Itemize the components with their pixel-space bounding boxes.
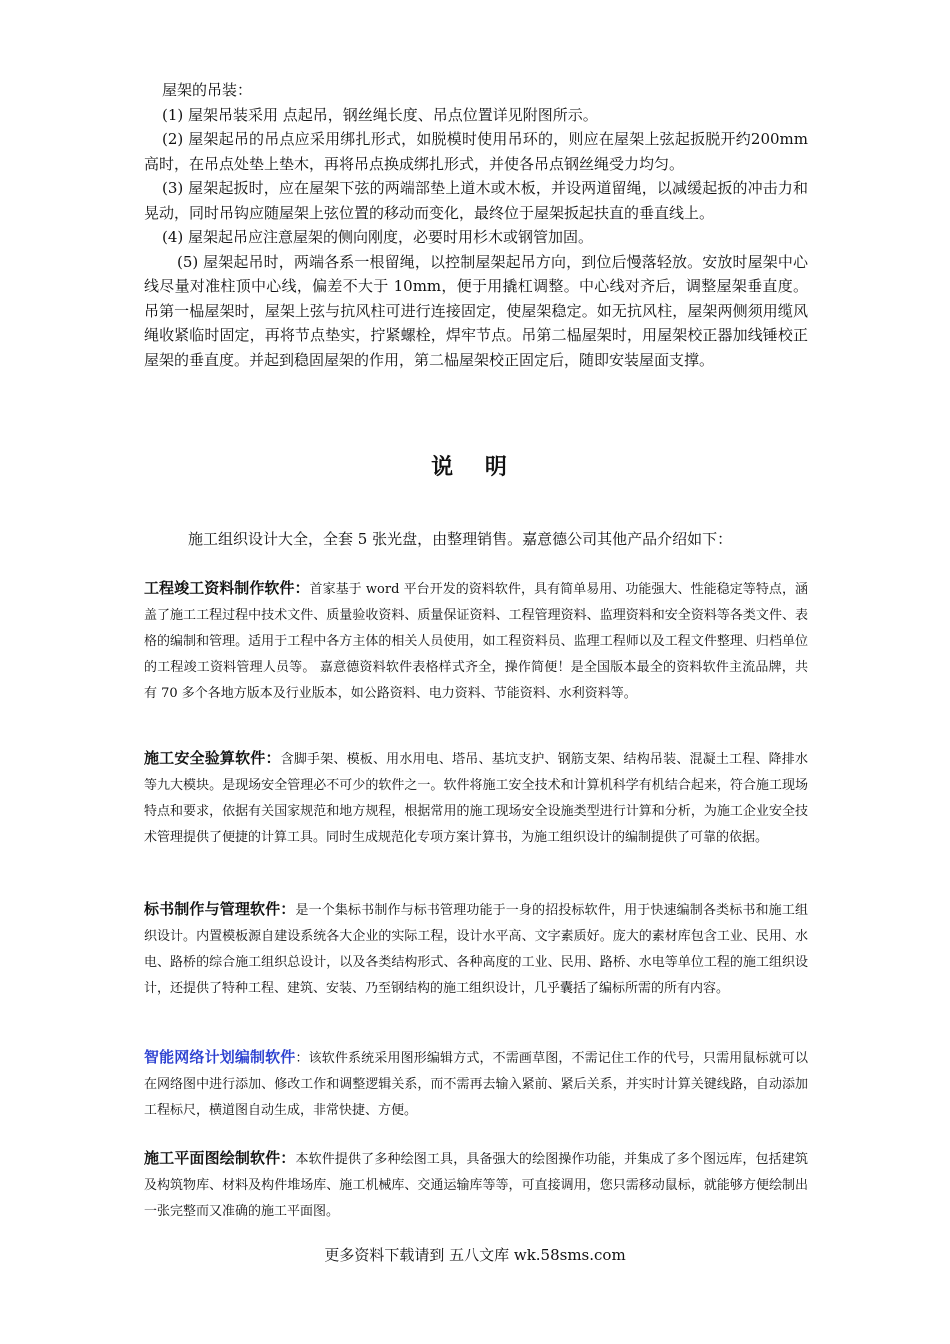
product-entry-site-plan — [144, 1145, 808, 1225]
hoisting-item-3: (3) 屋架起扳时，应在屋架下弦的两端部垫上道木或木板，并设两道留绳，以减缓起扳的冲击力和晃动，同时吊钩应随屋架上弦位置的移动而变化，最终位于屋架扳起扶直的垂直线上。 — [144, 179, 808, 222]
product-name: 施工安全验算软件： — [144, 749, 281, 767]
hoisting-item-1: (1) 屋架吊装采用 点起吊，钢丝绳长度、吊点位置详见附图所示。 — [162, 105, 598, 124]
product-name: 施工平面图绘制软件： — [144, 1149, 296, 1167]
product-description: 首家基于 word 平台开发的资料软件，具有简单易用、功能强大、性能稳定等特点，涵盖了施工工程过程中技术文件、质量验收资料、质量保证资料、工程管理资料、监理资料和安全资料等各类文件、表格的编制和管理。适用于工程中各方主体的相关人员使用，如工程资料员、监理工程师以及工程文件整理、归档单位的工程竣工资料管理人员等。 嘉意德资料软件表格样式齐全，操作简便！是全国版本最全的资料软件主流品牌，共有 70 多个各地方版本及行业版本，如公路资料、电力资料、节能资料、水利资料等。 — [144, 582, 808, 701]
section-title: 屋架的吊装： — [162, 81, 253, 99]
hoisting-item-5: (5) 屋架起吊时，两端各系一根留绳，以控制屋架起吊方向，到位后慢落轻放。安放时屋架中心线尽量对准柱顶中心线，偏差不大于 10mm，便于用撬杠调整。中心线对齐后，调整屋架垂直度。吊第一榀屋架时，屋架上弦与抗风柱可进行连接固定，使屋架稳定。如无抗风柱，屋架两侧须用缆风绳收紧临时固定，再将节点垫实，拧紧螺栓，焊牢节点。吊第二榀屋架时，用屋架校正器加线锤校正屋架的垂直度。并起到稳固屋架的作用，第二榀屋架校正固定后，随即安装屋面支撑。 — [144, 252, 808, 369]
roof-truss-hoisting-section — [144, 78, 808, 372]
hoisting-item-2: (2) 屋架起吊的吊点应采用绑扎形式，如脱模时使用吊环的，则应在屋架上弦起扳脱开约200mm高时，在吊点处垫上垫木，再将吊点换成绑扎形式，并使各吊点钢丝绳受力均匀。 — [144, 130, 808, 173]
product-entry-tender-docs — [144, 896, 808, 1002]
product-entry-network-plan — [144, 1044, 808, 1124]
product-description: 含脚手架、模板、用水用电、塔吊、基坑支护、钢筋支架、结构吊装、混凝土工程、降排水等九大模块。是现场安全管理必不可少的软件之一。软件将施工安全技术和计算机科学有机结合起来，符合施工现场特点和要求，依据有关国家规范和地方规程，根据常用的施工现场安全设施类型进行计算和分析，为施工企业安全技术管理提供了便捷的计算工具。同时生成规范化专项方案计算书，为施工组织设计的编制提供了可靠的依据。 — [144, 752, 808, 845]
product-name-link[interactable]: 智能网络计划编制软件 — [144, 1048, 296, 1066]
product-description: ：该软件系统采用图形编辑方式，不需画草图，不需记住工作的代号，只需用鼠标就可以在网络图中进行添加、修改工作和调整逻辑关系，而不需再去输入紧前、紧后关系，并实时计算关键线路，自动添加工程标尺，横道图自动生成，非常快捷、方便。 — [144, 1051, 808, 1118]
hoisting-item-4: (4) 屋架起吊应注意屋架的侧向刚度，必要时用杉木或钢管加固。 — [162, 228, 594, 246]
notice-heading: 说 明 — [431, 455, 519, 480]
notice-intro: 施工组织设计大全，全套 5 张光盘，由整理销售。嘉意德公司其他产品介绍如下： — [188, 530, 733, 548]
product-name: 工程竣工资料制作软件： — [144, 579, 310, 597]
footer-download-note: 更多资料下载请到 五八文库 wk.58sms.com — [324, 1246, 626, 1264]
product-description: 是一个集标书制作与标书管理功能于一身的招投标软件，用于快速编制各类标书和施工组织设计。内置模板源自建设系统各大企业的实际工程，设计水平高、文字素质好。庞大的素材库包含工业、民用、水电、路桥的综合施工组织总设计，以及各类结构形式、各种高度的工业、民用、路桥、水电等单位工程的施工组织设计，还提供了特种工程、建筑、安装、乃至钢结构的施工组织设计，几乎囊括了编标所需的所有内容。 — [144, 903, 808, 996]
product-entry-completion-docs — [144, 575, 808, 707]
product-description: 本软件提供了多种绘图工具，具备强大的绘图操作功能，并集成了多个图远库，包括建筑及构筑物库、材料及构件堆场库、施工机械库、交通运输库等等，可直接调用，您只需移动鼠标，就能够方便绘制出一张完整而又准确的施工平面图。 — [144, 1152, 808, 1219]
product-entry-safety-calc — [144, 745, 808, 851]
product-name: 标书制作与管理软件： — [144, 900, 296, 918]
